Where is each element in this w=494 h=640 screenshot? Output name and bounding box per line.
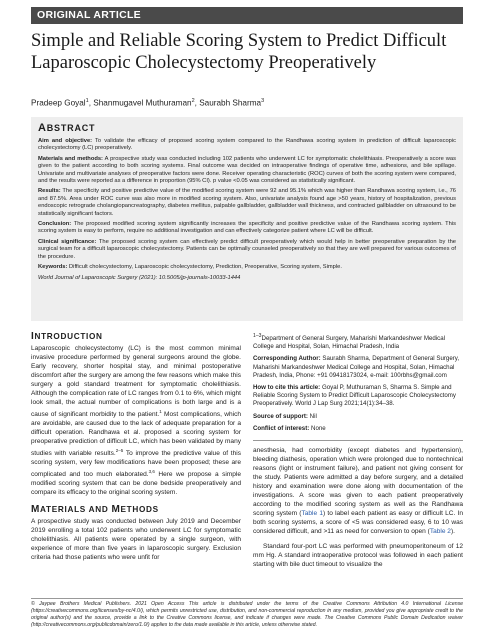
author-name[interactable]: Shanmugavel Muthuraman [93,98,192,108]
author-affiliation-marker: 3 [261,98,265,104]
article-type-badge: ORIGINAL ARTICLE [31,7,463,24]
abstract-heading: ABSTRACT [38,122,96,134]
methods-continued-paragraph: anesthesia, had comorbidity (except diabetes and hypertension), bleeding diathesis, operation which were prolonged due to nontechnical reasons (light or instrument failure), and patient not giving consent for the study. Patients were admitted a day before surgery, and a detailed history and examination were done along with documentation of the investigations. A score was given to each patient preoperatively according to the modified scoring system as well as the Randhawa scoring system (Table 1) to label each patient as easy or difficult LC. In both scoring systems, a score of <5 was considered easy, 6 to 10 was considered difficult, and >11 as need for conversion to open (Table 2). [253,447,463,535]
reference-marker[interactable]: 2–5 [115,447,124,453]
how-to-cite: How to cite this article: Goyal P, Muthuraman S, Sharma S. Simple and Reliable Scoring System to Predict Difficult Laparoscopic Cholecystectomy Preoperatively. World J Lap Surg 2021;14(1):34–38. [253,384,456,408]
procedure-paragraph: Standard four-port LC was performed with pneumoperitoneum of 12 mm Hg. A standard intraoperative protocol was followed in each patient starting with bile duct timeout to visualize the [253,542,463,568]
abstract-section [31,117,463,321]
affiliation: $^{1-3}$Department of General Surgery, Maharishi Markandeshwer Medical College and Hospital, Solan, Himachal Pradesh, India [253,333,446,351]
author-affiliation-marker: 1 [85,98,89,104]
table-1-link[interactable]: Table 1 [301,509,323,517]
author-name[interactable]: Saurabh Sharma [199,98,262,108]
author-list: Pradeep Goyal$^1$, Shanmugavel Muthuraman$^2$, Saurabh Sharma$^3$ [31,98,265,108]
article-metadata [253,332,463,441]
abstract-results: Results: The specificity and positive predictive value of the modified scoring system were 92 and 95.1% which was higher than Randhawa scoring system, i.e., 76 and 87.5%. Area under ROC curve was also more in modified scoring system. Also, univariate analysis found age >50 years, history of hospitalization, previous endoscopic retrograde cholangiopancreatography, diabetes mellitus, palpable gallbladder, gallbladder wall thickness, and contracted gallbladder on ultrasound to be statistically significant factors. [38,188,456,217]
license-footer: © Jaypee Brothers Medical Publishers. 2021 Open Access This article is distributed under the terms of the Creative Commons Attribution 4.0 International License (https://creativecommons.org/licenses/by-nc/4.0/), which permits unrestricted use, distribution, and non-commercial reproduction in any medium, provided you give appropriate credit to the original author(s) and the source, provide a link to the Creative Commons license, and indicate if changes were made. The Creative Commons Public Domain Dedication waiver (http://creativecommons.org/publicdomain/zero/1.0/) applies to the data made available in this article, unless otherwise stated. [31,601,463,628]
article-title: Simple and Reliable Scoring System to Predict Difficult Laparoscopic Cholecystectomy Preoperatively [31,31,447,73]
right-column [253,328,463,575]
abstract-methods: Materials and methods: A prospective study was conducted including 102 patients who underwent LC for symptomatic cholelithiasis. Preoperatively a score was given to the patient according to both scoring systems. Final outcome was decided on intraoperative findings of operative time, adhesions, and bile spillage. Univariate and multivariate analyses of preoperative factors were done. Receiver operating characteristic (ROC) curves of both the scoring system were compared, and the results were reported as a difference in proportion (95% CI). p value <0.05 was considered as statistically significant. [38,155,456,185]
left-column [31,328,241,569]
footer-divider [31,598,463,599]
reference-marker[interactable]: 3,6 [148,468,155,474]
source-of-support: Source of support: Nil [253,412,317,420]
abstract-clinical-significance: Clinical significance: The proposed scoring system can effectively predict difficult preoperatively which would help in better preoperative preparation by the surgical team for a difficult laparoscopic cholecystectomy. Patients can be optimally counseled preoperatively so that they are well prepared for various outcomes of the procedure. [38,238,456,260]
methods-paragraph: A prospective study was conducted between July 2019 and December 2019 enrolling a total 102 patients who underwent LC for symptomatic cholelithiasis. All patients were operated by a single surgeon, with experience of more than five years in laparoscopic surgery. Exclusion criteria had those patients who were unfit for [31,517,241,561]
introduction-paragraph: Laparoscopic cholecystectomy (LC) is the most common minimal invasive procedure performed by general surgeons around the globe. Early recovery, shorter hospital stay, and minimal postoperative discomfort after the surgery are among the few reasons which make this surgery a gold standard treatment for symptomatic cholelithiasis. Although the complication rate of LC ranges from 0.1 to 6%, which might look small, the actual number of complications is both large and is a cause of significant morbidity to the patient.$^1$ Most complications, which are avoidable, are caused due to the lack of adequate preparation for a difficult operation. Randhawa et al. proposed a scoring system for preoperative prediction of difficult LC, which has been validated by many studies with variable results.$^{2-5}$ To improve the predictive value of this scoring system, very few modifications have been proposed; these are complicated and too much elaborated.$^{3,6}$ Here we propose a simple modified scoring system that can be done bedside preoperatively and compare its efficacy to the original scoring system. [31,345,241,496]
abstract-aim: Aim and objective: To validate the efficacy of proposed scoring system compared to the Randhawa scoring system in prediction of difficult laparoscopic cholecystectomy (LC) preoperatively. [38,138,456,152]
abstract-keywords: Keywords: Difficult cholecystectomy, Laparoscopic cholecystectomy, Prediction, Preoperative, Scoring system, Simple. [38,264,342,271]
methods-heading: MATERIALS AND METHODS [31,503,159,515]
abstract-conclusion: Conclusion: The proposed modified scoring system significantly increases the specificity and positive predictive value of the Randhawa scoring system. This scoring system is easy to perform, require no additional investigation and can effectively categorize patient where LC will be difficult. [38,221,456,235]
reference-marker[interactable]: 1 [159,408,162,414]
journal-citation-line: World Journal of Laparoscopic Surgery (2021): 10.5005/jp-journals-10033-1444 [38,274,241,281]
table-2-link[interactable]: Table 2 [429,527,451,535]
conflict-of-interest: Conflict of interest: None [253,424,326,432]
corresponding-author: Corresponding Author: Saurabh Sharma, Department of General Surgery, Maharishi Markandeshwer Medical College and Hospital, Solan, Himachal Pradesh, India, Phone: +91 09418173024, e-mail: 100rbhs@gmail.com [253,355,460,379]
author-affiliation-marker: 2 [191,98,195,104]
introduction-heading: INTRODUCTION [31,331,103,342]
author-name[interactable]: Pradeep Goyal [31,98,86,108]
